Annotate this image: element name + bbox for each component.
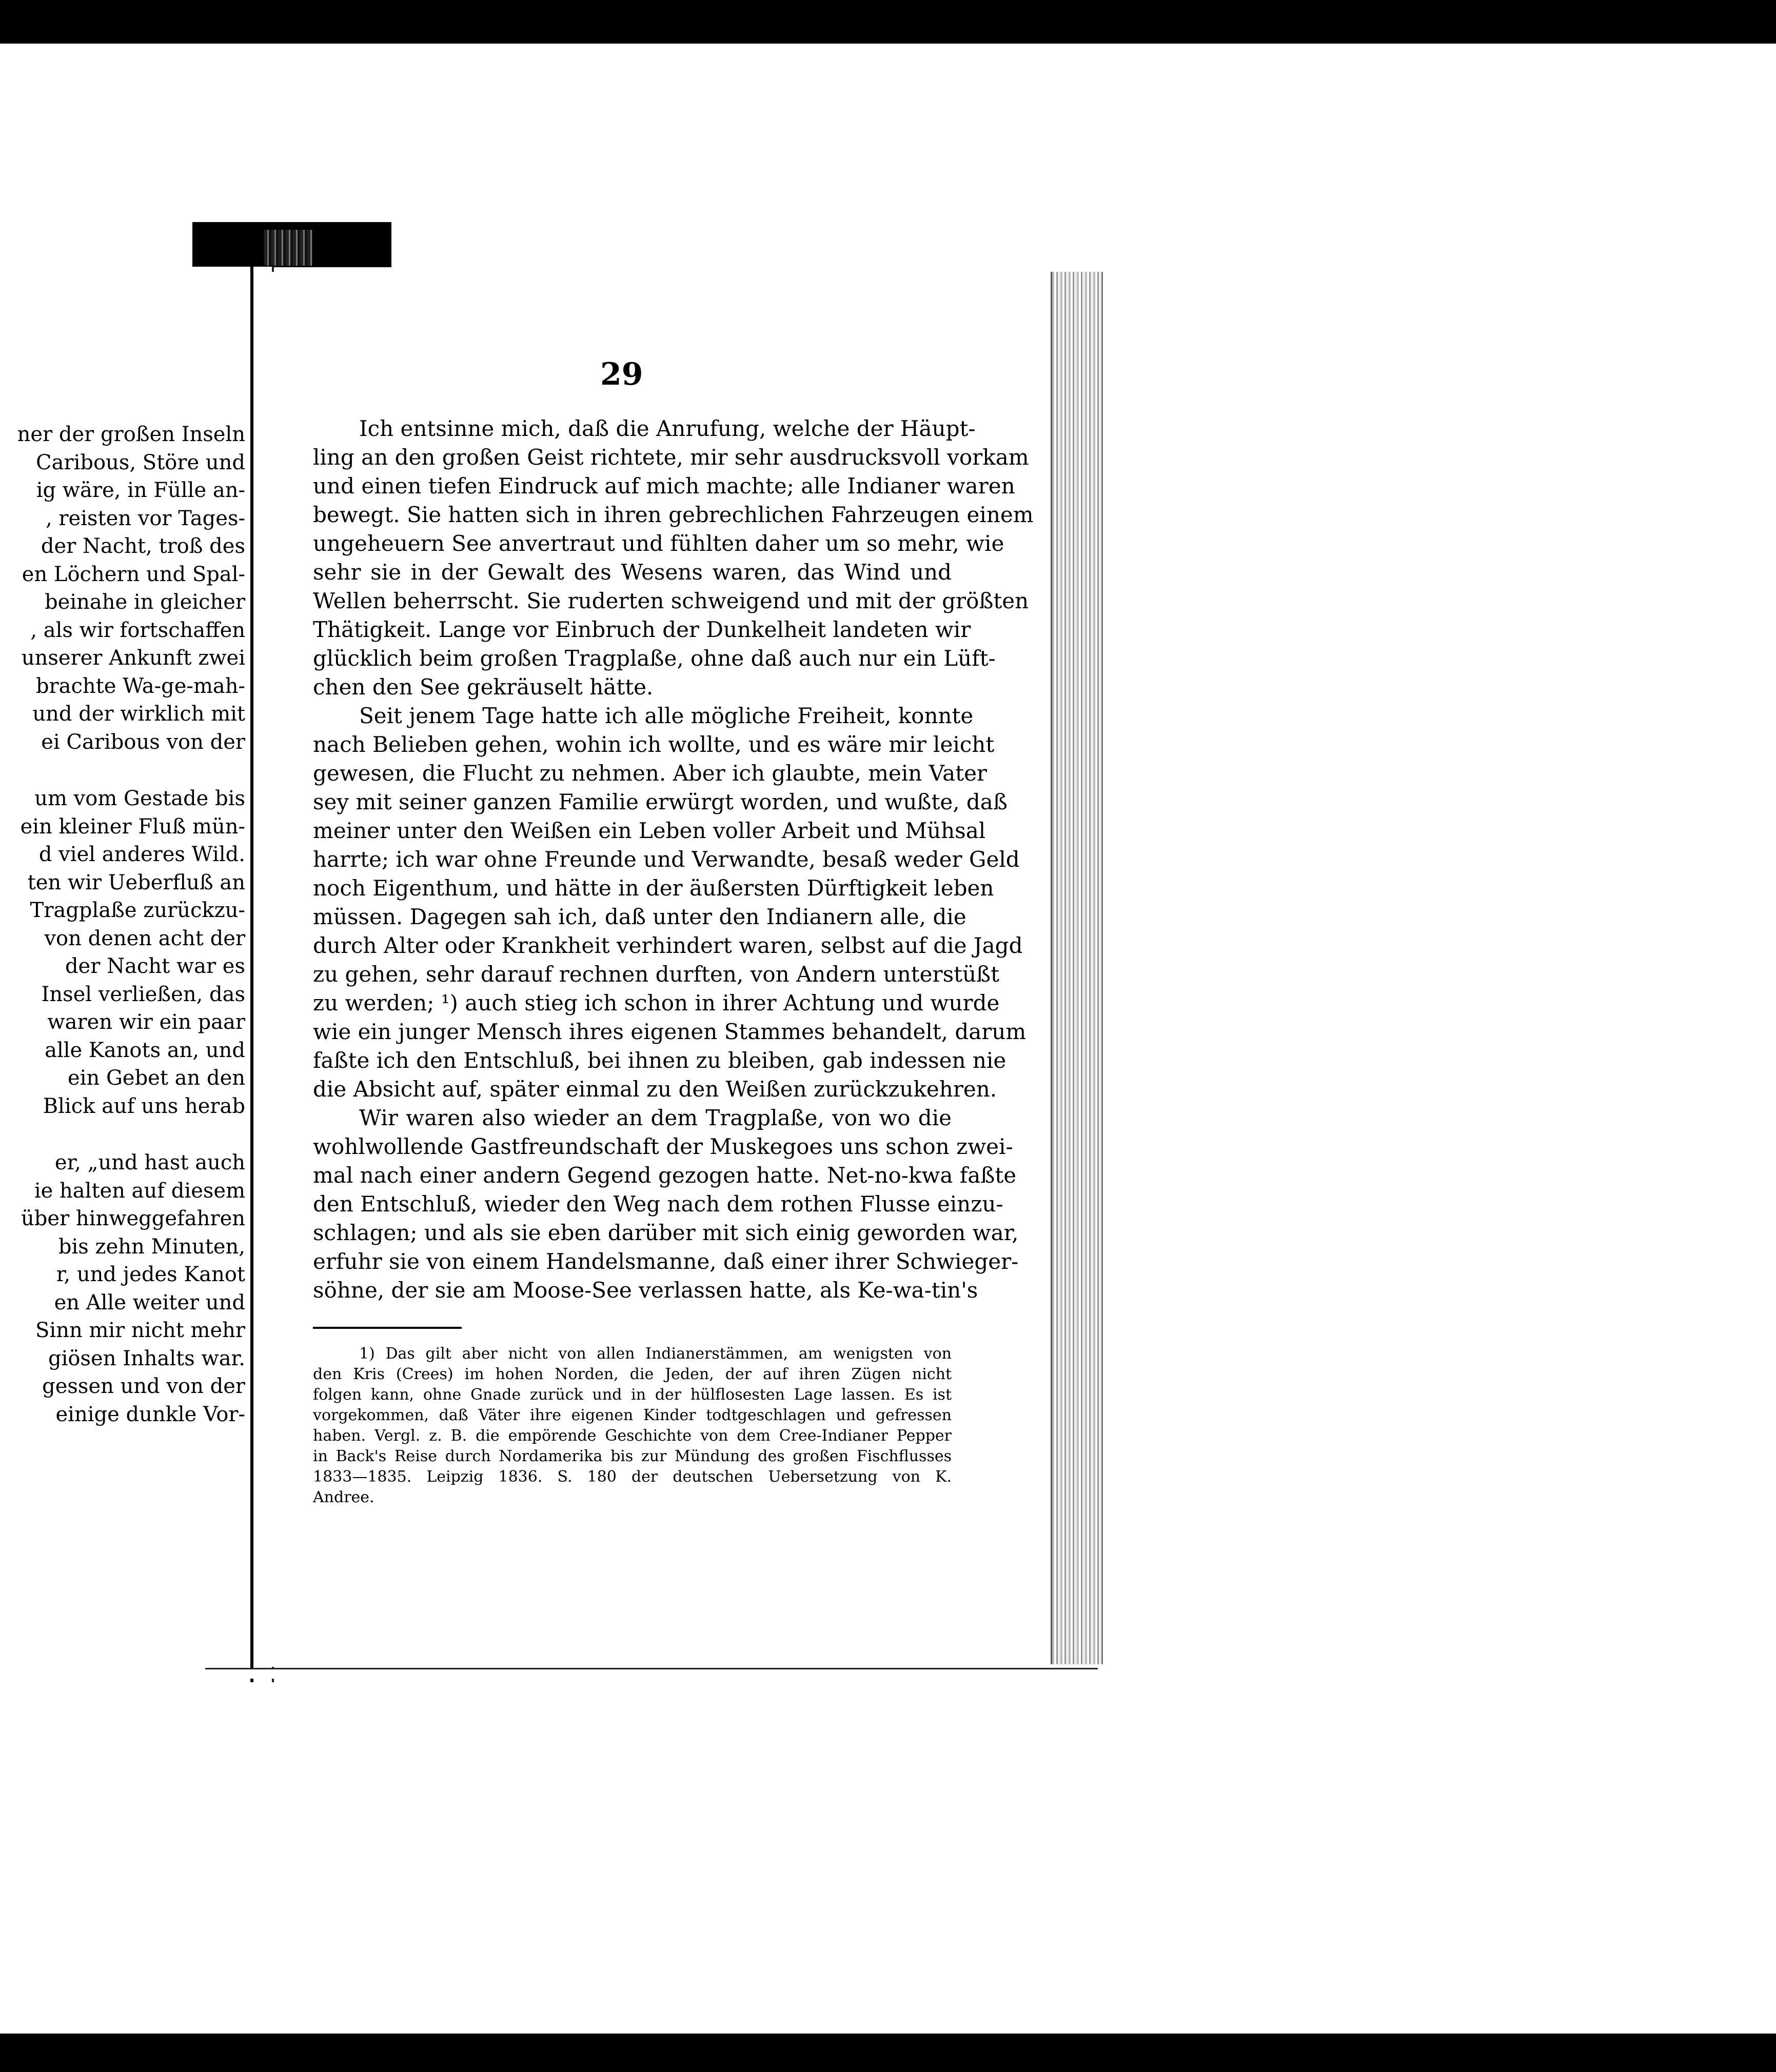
body-line: durch Alter oder Krankheit verhindert waren, selbst auf die Jagd xyxy=(313,933,1023,958)
left-page-line: ner der großen Inseln xyxy=(17,423,245,446)
body-line: müssen. Dagegen sah ich, daß unter den Indianern alle, die xyxy=(313,904,966,929)
torn-paper-fragment xyxy=(264,230,313,266)
body-line: meiner unter den Weißen ein Leben voller Arbeit und Mühsal xyxy=(313,818,986,843)
left-page-line: r, und jedes Kanot xyxy=(56,1263,245,1286)
body-line: noch Eigenthum, und hätte in der äußersten Dürftigkeit leben xyxy=(313,875,994,901)
left-page-line: alle Kanots an, und xyxy=(45,1038,245,1062)
body-line: nach Belieben gehen, wohin ich wollte, und es wäre mir leicht xyxy=(313,732,995,757)
footnote-line: in Back's Reise durch Nordamerika bis zur Mündung des großen Fischflusses xyxy=(313,1447,952,1465)
footnote-line: Andree. xyxy=(313,1488,374,1506)
left-page-line: gessen und von der xyxy=(42,1374,245,1398)
left-page-line: beinahe in gleicher xyxy=(45,590,245,614)
left-page-line: waren wir ein paar xyxy=(47,1010,245,1034)
left-page xyxy=(0,267,253,1662)
body-line: sey mit seiner ganzen Familie erwürgt worden, und wußte, daß xyxy=(313,789,1008,814)
binding-tab xyxy=(192,222,391,267)
left-page-line: Blick auf uns herab xyxy=(43,1094,245,1118)
footnote-line: vorgekommen, daß Väter ihre eigenen Kinder todtgeschlagen und gefressen xyxy=(313,1406,952,1424)
left-page-line: Insel verließen, das xyxy=(41,982,245,1006)
left-page-line: d viel anderes Wild. xyxy=(38,843,245,866)
left-page-line: giösen Inhalts war. xyxy=(48,1346,245,1370)
page-number: 29 xyxy=(600,356,643,392)
body-line: Ich entsinne mich, daß die Anrufung, welche der Häupt- xyxy=(359,416,976,441)
left-page-line: bis zehn Minuten, xyxy=(58,1234,245,1259)
left-page-line: brachte Wa-ge-mah- xyxy=(35,674,245,698)
body-line: chen den See gekräuselt hätte. xyxy=(313,674,654,700)
left-page-line: , reisten vor Tages- xyxy=(45,506,245,530)
body-text xyxy=(313,414,1034,1305)
body-line: ungeheuern See anvertraut und fühlten daher um so mehr, wie xyxy=(313,531,1004,556)
footnote-line: 1) Das gilt aber nicht von allen Indianerstämmen, am wenigsten von xyxy=(359,1345,952,1363)
body-line: gewesen, die Flucht zu nehmen. Aber ich glaubte, mein Vater xyxy=(313,761,987,786)
left-page-line: Tragplaße zurückzu- xyxy=(30,899,245,922)
body-line: sehr sie in der Gewalt des Wesens waren, das Wind und xyxy=(313,560,952,585)
body-line: wohlwollende Gastfreundschaft der Muskegoes uns schon zwei- xyxy=(313,1134,1013,1159)
body-line: und einen tiefen Eindruck auf mich machte; alle Indianer waren xyxy=(313,473,1015,499)
left-page-line: ein kleiner Fluß mün- xyxy=(20,814,245,839)
left-page-line: über hinweggefahren xyxy=(21,1207,245,1230)
left-page-line: ei Caribous von der xyxy=(41,730,245,754)
left-page-line: Caribous, Störe und xyxy=(36,450,245,474)
footnote-rule xyxy=(313,1327,462,1329)
body-line: mal nach einer andern Gegend gezogen hatte. Net-no-kwa faßte xyxy=(313,1163,1017,1188)
footnote-line: haben. Vergl. z. B. die empörende Geschichte von dem Cree-Indianer Pepper xyxy=(313,1427,952,1445)
left-page-line: ie halten auf diesem xyxy=(34,1179,245,1203)
footnote-line: 1833—1835. Leipzig 1836. S. 180 der deutschen Uebersetzung von K. xyxy=(313,1468,952,1486)
page-bottom-edge xyxy=(205,1668,1098,1679)
left-page-line: unserer Ankunft zwei xyxy=(21,646,245,670)
footnote xyxy=(313,1344,952,1508)
body-line: schlagen; und als sie eben darüber mit sich einig geworden war, xyxy=(313,1220,1019,1245)
body-line: wie ein junger Mensch ihres eigenen Stammes behandelt, darum xyxy=(313,1019,1027,1044)
left-page-line: ten wir Ueberfluß an xyxy=(27,870,245,894)
body-line: glücklich beim großen Tragplaße, ohne daß auch nur ein Lüft- xyxy=(313,646,996,671)
left-page-line: Sinn mir nicht mehr xyxy=(35,1319,245,1342)
body-line: zu werden; ¹) auch stieg ich schon in ihrer Achtung und wurde xyxy=(313,990,1000,1015)
body-line: den Entschluß, wieder den Weg nach dem rothen Flusse einzu- xyxy=(313,1191,1003,1217)
left-page-line: ein Gebet an den xyxy=(68,1066,245,1090)
body-line: zu gehen, sehr darauf rechnen durften, von Andern unterstüßt xyxy=(313,962,999,987)
left-page-line: en Löchern und Spal- xyxy=(22,562,245,586)
left-page-line: der Nacht, troß des xyxy=(41,534,245,558)
footnote-line: den Kris (Crees) im hohen Norden, die Jeden, der auf ihren Zügen nicht xyxy=(313,1365,952,1383)
left-page-line: en Alle weiter und xyxy=(54,1290,245,1314)
body-line: die Absicht auf, später einmal zu den Weißen zurückzukehren. xyxy=(313,1077,997,1102)
body-line: Wir waren also wieder an dem Tragplaße, von wo die xyxy=(359,1105,952,1130)
body-line: faßte ich den Entschluß, bei ihnen zu bleiben, gab indessen nie xyxy=(313,1048,1007,1073)
body-line: Thätigkeit. Lange vor Einbruch der Dunkelheit landeten wir xyxy=(313,617,971,642)
body-line: Wellen beherrscht. Sie ruderten schweigend und mit der größten xyxy=(313,588,1029,613)
body-line: ling an den großen Geist richtete, mir sehr ausdrucksvoll vorkam xyxy=(313,445,1029,470)
body-line: erfuhr sie von einem Handelsmanne, daß einer ihrer Schwieger- xyxy=(313,1249,1019,1274)
left-page-line: und der wirklich mit xyxy=(32,702,245,726)
body-line: Seit jenem Tage hatte ich alle mögliche Freiheit, konnte xyxy=(359,703,974,728)
body-line: bewegt. Sie hatten sich in ihren gebrechlichen Fahrzeugen einem xyxy=(313,502,1034,527)
page-stack-edge xyxy=(1051,272,1103,1664)
footnote-line: folgen kann, ohne Gnade zurück und in der hülflosesten Lage lassen. Es ist xyxy=(313,1386,952,1404)
left-page-line: er, „und hast auch xyxy=(54,1151,245,1174)
left-page-line: ig wäre, in Fülle an- xyxy=(36,479,245,502)
left-page-line: von denen acht der xyxy=(44,926,245,950)
body-line: söhne, der sie am Moose-See verlassen hatte, als Ke-wa-tin's xyxy=(313,1278,978,1303)
left-page-line: der Nacht war es xyxy=(65,954,245,978)
body-line: harrte; ich war ohne Freunde und Verwandte, besaß weder Geld xyxy=(313,847,1020,872)
left-page-line: einige dunkle Vor- xyxy=(55,1402,245,1426)
left-page-line: , als wir fortschaffen xyxy=(30,618,245,642)
left-page-line: um vom Gestade bis xyxy=(34,787,245,810)
